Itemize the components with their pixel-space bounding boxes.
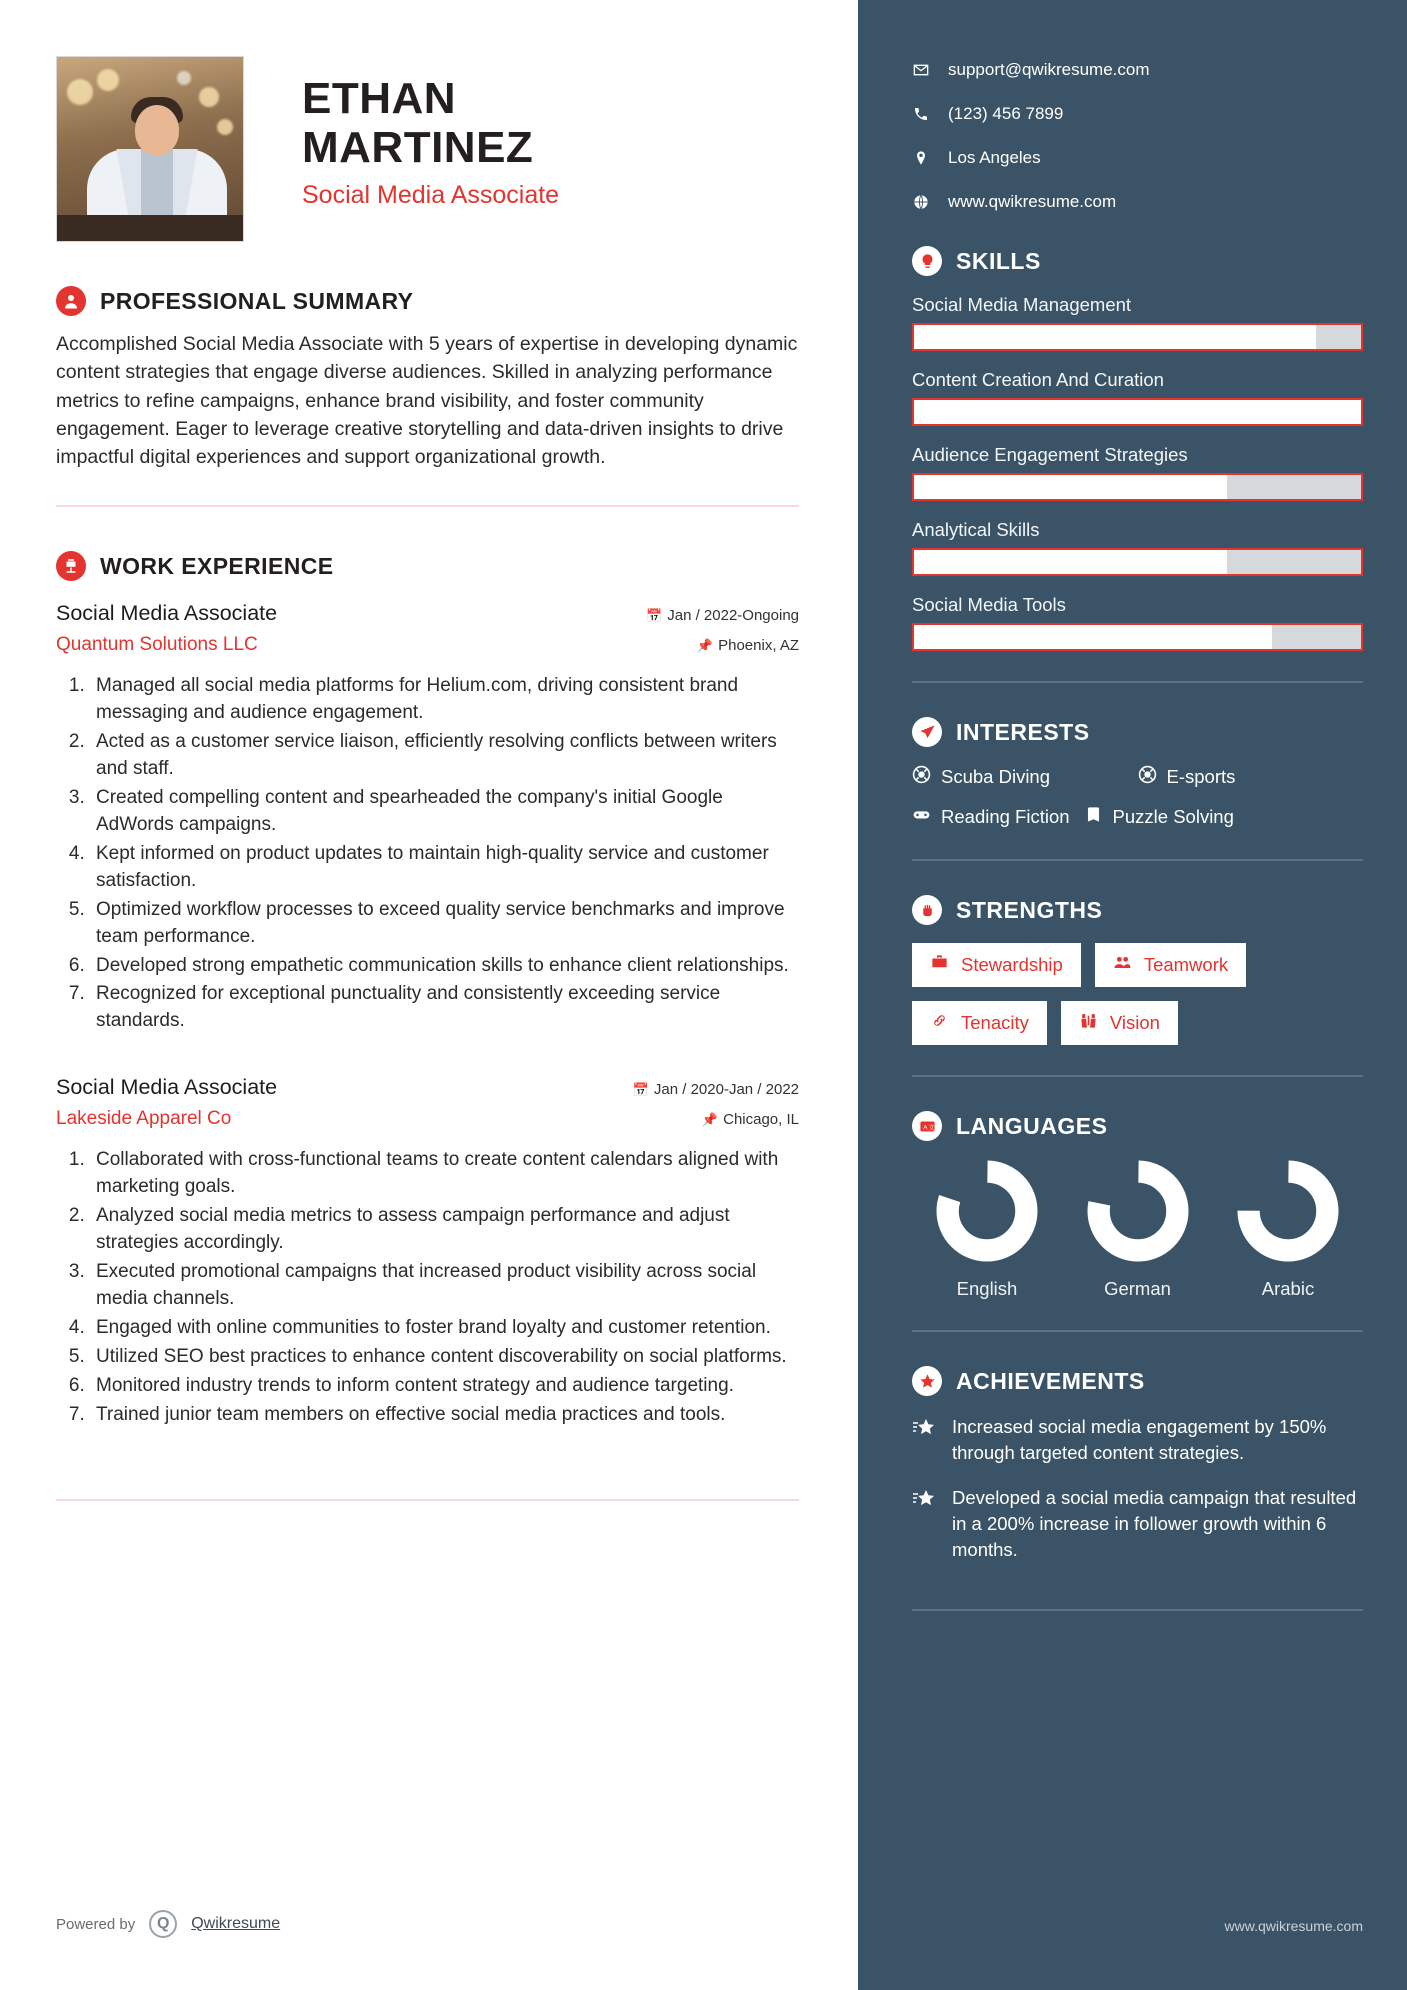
language-label: English (956, 1278, 1018, 1299)
duty-item: 5. Optimized workflow processes to exceed quality service benchmarks and improve team performance. (90, 897, 799, 951)
interests-section (912, 717, 1363, 829)
section-title: INTERESTS (956, 718, 1090, 745)
summary-text: Accomplished Social Media Associate with 5 years of expertise in developing dynamic content strategies that engage diverse audiences. Skilled in analyzing performance metrics to refine campaigns, enhance brand visibility, and foster community engagement. Eager to leverage creative storytelling and data-driven insights to drive impactful digital experiences and support organizational growth. (56, 333, 798, 469)
location-pin-icon (912, 150, 930, 166)
users-icon (1113, 953, 1132, 977)
language-label: German (1104, 1278, 1171, 1299)
job-role: Social Media Associate (56, 1075, 278, 1100)
section-title: SKILLS (956, 247, 1041, 274)
duty-item: 5. Utilized SEO best practices to enhance content discoverability on social platforms. (90, 1344, 799, 1371)
envelope-icon (912, 62, 930, 78)
strength-item (1061, 1001, 1178, 1045)
languages-list (912, 1159, 1363, 1300)
duty-item: 2. Acted as a customer service liaison, efficiently resolving conflicts between writers and staff. (90, 729, 799, 783)
translate-icon (912, 1111, 942, 1141)
language-donut-chart (935, 1159, 1039, 1263)
interest-item (1084, 805, 1234, 829)
job-location-wrap (702, 1107, 799, 1133)
job-meta (646, 603, 799, 629)
skills-section (912, 246, 1363, 651)
interest-label: Puzzle Solving (1112, 806, 1234, 827)
strength-label: Teamwork (1143, 954, 1229, 975)
job-dates: Jan / 2020-Jan / 2022 (653, 1081, 799, 1099)
contact-location-text: Los Angeles (948, 148, 1041, 167)
resume-sidebar (858, 0, 1407, 1990)
work-experience-section (56, 551, 799, 1428)
strengths-section (912, 895, 1363, 1045)
fist-icon (912, 895, 942, 925)
phone-icon (912, 106, 930, 122)
achievement-item (912, 1485, 1363, 1564)
section-divider (56, 505, 799, 507)
sidebar-divider (912, 1609, 1363, 1611)
language-label: Arabic (1261, 1278, 1315, 1299)
duty-item: 2. Analyzed social media metrics to assess campaign performance and adjust strategies accordingly. (90, 1203, 799, 1257)
skill-item (912, 594, 1363, 651)
qwikresume-link[interactable]: Qwikresume (191, 1915, 281, 1932)
skill-bar (912, 623, 1363, 651)
duties-list (90, 673, 799, 1036)
section-header (912, 1366, 1363, 1396)
gamepad-icon (912, 805, 931, 829)
contact-location (912, 148, 1363, 168)
strengths-list (912, 943, 1363, 1045)
skill-bar (912, 473, 1363, 501)
duty-item: 6. Developed strong empathetic communication skills to enhance client relationships. (90, 953, 799, 980)
section-title: WORK EXPERIENCE (100, 552, 334, 579)
life-ring-icon (912, 765, 931, 789)
skill-item (912, 369, 1363, 426)
section-header (912, 246, 1363, 276)
section-title: PROFESSIONAL SUMMARY (100, 287, 414, 314)
section-title: LANGUAGES (956, 1112, 1108, 1139)
section-title: STRENGTHS (956, 896, 1103, 923)
section-header (912, 717, 1363, 747)
experience-entry (56, 1075, 799, 1428)
column-gutter (849, 0, 858, 1990)
section-divider (56, 1499, 799, 1501)
skill-name: Social Media Management (912, 294, 1132, 315)
map-pin-icon: 📌 (701, 1111, 719, 1127)
sidebar-divider (912, 681, 1363, 683)
paper-plane-icon (912, 717, 942, 747)
skill-bar (912, 548, 1363, 576)
first-name: ETHAN (302, 74, 457, 123)
job-company: Lakeside Apparel Co (56, 1107, 232, 1129)
skill-name: Content Creation And Curation (912, 369, 1164, 390)
strength-label: Stewardship (961, 954, 1063, 975)
page-footer (56, 1910, 280, 1938)
duty-item: 3. Executed promotional campaigns that increased product visibility across social media channels. (90, 1259, 799, 1313)
strength-item (912, 1001, 1047, 1045)
job-meta (633, 1077, 799, 1103)
contact-website-text: www.qwikresume.com (948, 192, 1117, 211)
briefcase-icon (930, 953, 949, 977)
duty-item: 7. Trained junior team members on effective social media practices and tools. (90, 1402, 799, 1429)
interest-label: Scuba Diving (941, 766, 1051, 787)
globe-icon (912, 194, 930, 210)
duty-item: 6. Monitored industry trends to inform content strategy and audience targeting. (90, 1373, 799, 1400)
contact-website[interactable] (912, 192, 1363, 212)
svg-text:A: A (922, 1123, 927, 1131)
section-header (56, 286, 799, 316)
skill-item (912, 519, 1363, 576)
name-block (302, 56, 559, 210)
shooting-star-icon (912, 1485, 936, 1564)
contact-list (912, 60, 1363, 212)
section-header (912, 895, 1363, 925)
achievement-text: Developed a social media campaign that resulted in a 200% increase in follower growth within 6 months. (952, 1486, 1357, 1561)
calendar-icon: 📅 (646, 608, 663, 624)
last-name: MARTINEZ (302, 123, 534, 173)
language-item (1063, 1159, 1213, 1300)
job-dates: Jan / 2022-Ongoing (667, 607, 799, 625)
contact-email[interactable] (912, 60, 1363, 80)
duty-item: 4. Kept informed on product updates to maintain high-quality service and customer satisfaction. (90, 841, 799, 895)
section-header (912, 1111, 1363, 1141)
qwikresume-logo-icon: Q (149, 1910, 177, 1938)
interest-label: E-sports (1166, 766, 1236, 787)
job-title: Social Media Associate (302, 180, 560, 209)
lightbulb-icon (912, 246, 942, 276)
strength-item (912, 943, 1081, 987)
duty-item: 3. Created compelling content and spearheaded the company's initial Google AdWords campaigns. (90, 785, 799, 839)
calendar-icon: 📅 (632, 1082, 649, 1098)
section-title: ACHIEVEMENTS (956, 1367, 1145, 1394)
profile-photo (56, 56, 244, 242)
skill-bar (912, 323, 1363, 351)
shooting-star-icon (912, 1414, 936, 1467)
duty-item: 7. Recognized for exceptional punctuality and consistently exceeding service standards. (90, 981, 799, 1035)
skill-item (912, 294, 1363, 351)
job-location-wrap (697, 633, 799, 659)
contact-email-text: support@qwikresume.com (948, 60, 1150, 79)
skill-name: Social Media Tools (912, 594, 1066, 615)
user-circle-icon (56, 286, 86, 316)
svg-text:文: 文 (927, 1123, 935, 1131)
star-badge-icon (912, 1366, 942, 1396)
map-pin-icon: 📌 (696, 637, 714, 653)
job-location: Phoenix, AZ (718, 636, 799, 654)
language-item (1213, 1159, 1363, 1300)
interests-list (912, 765, 1363, 829)
resume-header (56, 56, 799, 242)
duty-item: 1. Collaborated with cross-functional teams to create content calendars aligned with marketing goals. (90, 1147, 799, 1201)
skill-name: Analytical Skills (912, 519, 1040, 540)
duties-list (90, 1147, 799, 1429)
contact-phone-text: (123) 456 7899 (948, 104, 1064, 123)
interest-item (912, 805, 1070, 829)
briefcase-chair-icon (56, 551, 86, 581)
strength-item (1095, 943, 1246, 987)
sidebar-website: www.qwikresume.com (1224, 1918, 1363, 1934)
job-role: Social Media Associate (56, 601, 278, 626)
section-header (56, 551, 799, 581)
achievement-text: Increased social media engagement by 150% through targeted content strategies. (952, 1416, 1327, 1464)
binoculars-icon (1079, 1011, 1098, 1035)
achievements-section (912, 1366, 1363, 1563)
interest-item (1138, 765, 1364, 789)
achievement-item (912, 1414, 1363, 1467)
sidebar-divider (912, 859, 1363, 861)
duty-item: 4. Engaged with online communities to foster brand loyalty and customer retention. (90, 1315, 799, 1342)
strength-label: Tenacity (961, 1012, 1029, 1033)
life-ring-icon (1138, 765, 1157, 789)
book-icon (1084, 805, 1103, 829)
interest-label: Reading Fiction (941, 806, 1070, 827)
languages-section (912, 1111, 1363, 1300)
language-item (912, 1159, 1062, 1300)
sidebar-divider (912, 1075, 1363, 1077)
interest-item (912, 765, 1138, 789)
skill-name: Audience Engagement Strategies (912, 444, 1188, 465)
link-icon (930, 1011, 949, 1035)
skill-item (912, 444, 1363, 501)
language-donut-chart (1086, 1159, 1190, 1263)
duty-item: 1. Managed all social media platforms for Helium.com, driving consistent brand messaging and audience engagement. (90, 673, 799, 727)
contact-phone[interactable] (912, 104, 1363, 124)
strength-label: Vision (1109, 1012, 1160, 1033)
powered-by-label: Powered by (56, 1915, 136, 1933)
skill-bar (912, 398, 1363, 426)
professional-summary-section (56, 286, 799, 471)
job-location: Chicago, IL (723, 1110, 799, 1128)
sidebar-divider (912, 1330, 1363, 1332)
job-company: Quantum Solutions LLC (56, 633, 258, 655)
experience-entry (56, 601, 799, 1035)
language-donut-chart (1236, 1159, 1340, 1263)
